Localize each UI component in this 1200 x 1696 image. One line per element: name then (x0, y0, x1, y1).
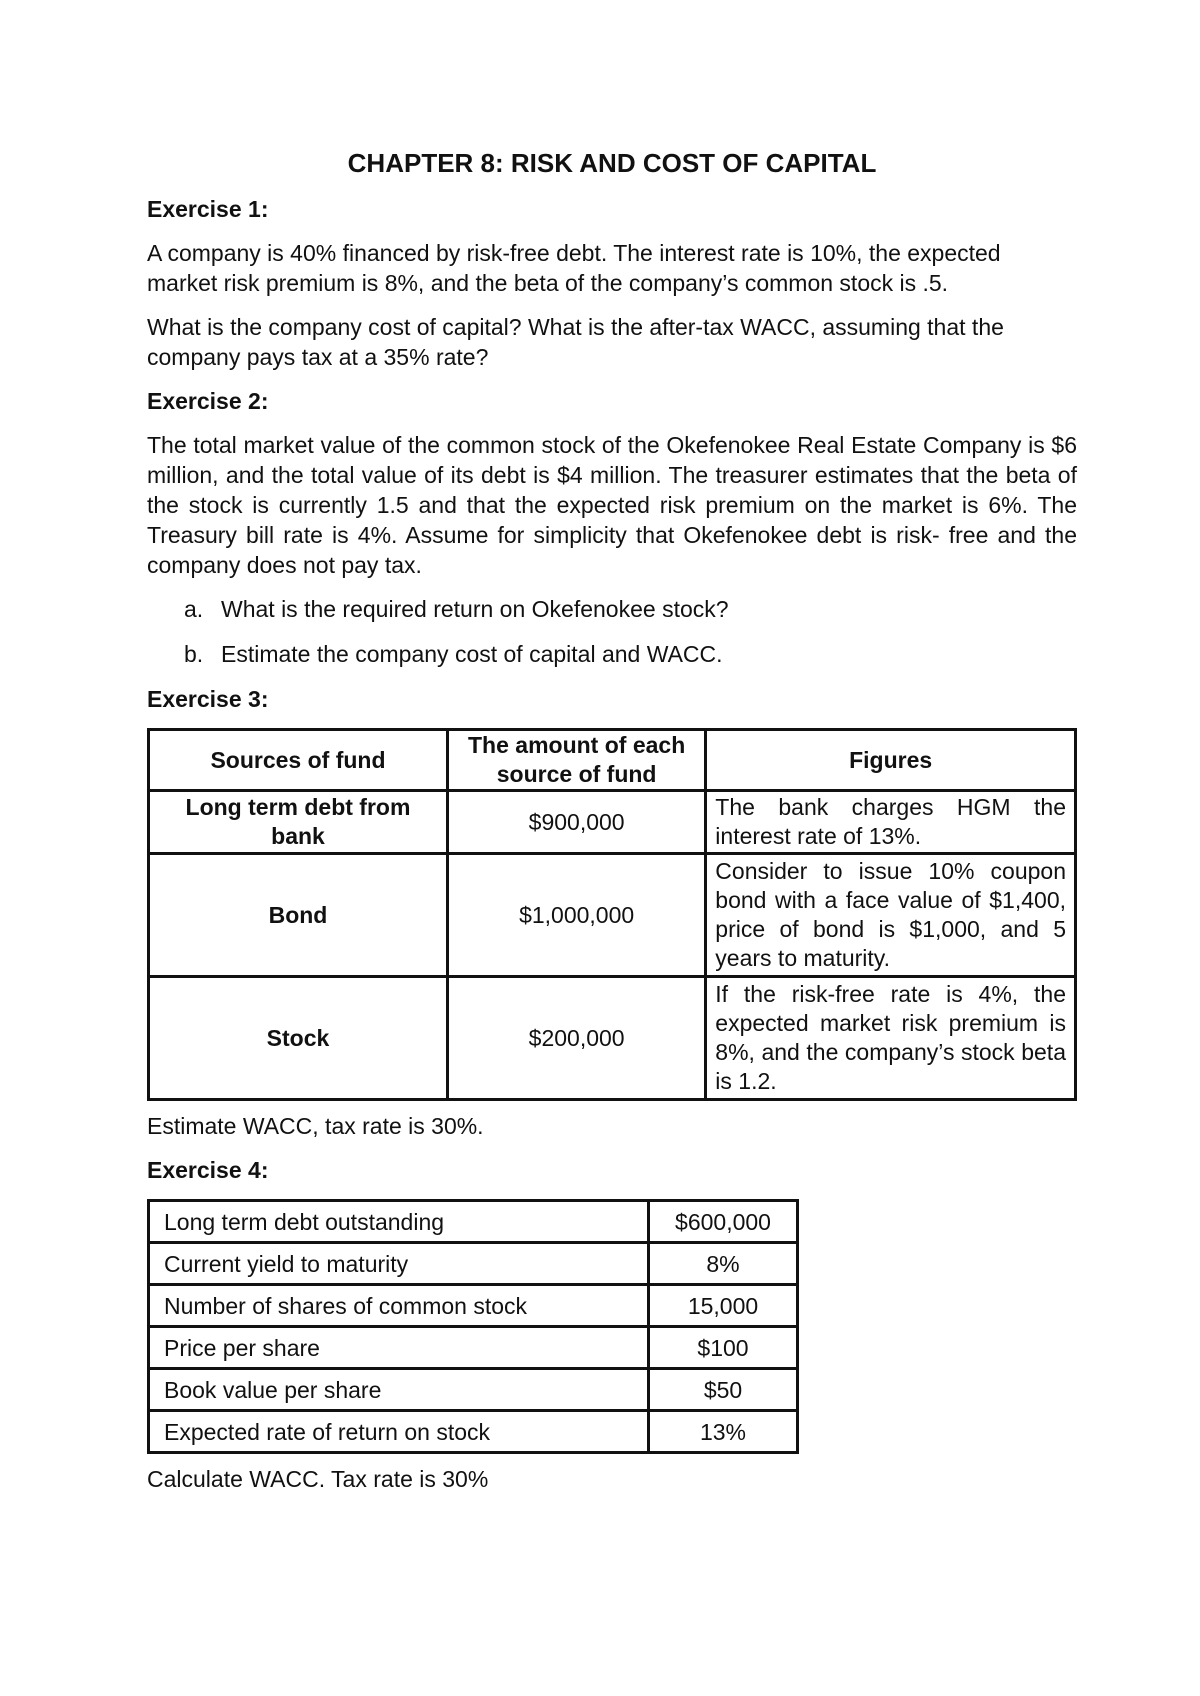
exercise-2-paragraph: The total market value of the common stock of the Okefenokee Real Estate Company is $6 million, and the total value of its debt is $4 million. The treasurer estimates that the beta of the stock is currently 1.5 and that the expected risk premium on the market is 6%. The Treasury bill rate is 4%. Assume for simplicity that Okefenokee debt is risk- free and the company does not pay tax. (147, 432, 1077, 578)
column-header: Sources of fund (149, 730, 448, 791)
amount-cell: $200,000 (447, 977, 705, 1100)
exercise-3-note: Estimate WACC, tax rate is 30%. (147, 1113, 484, 1139)
exercise-1-heading: Exercise 1: (147, 196, 269, 222)
value-cell: 8% (649, 1243, 798, 1285)
column-header: Figures (706, 730, 1076, 791)
source-cell: Bond (149, 854, 448, 977)
label-cell: Book value per share (149, 1369, 649, 1411)
source-cell: Long term debt from bank (149, 791, 448, 854)
chapter-title: CHAPTER 8: RISK AND COST OF CAPITAL (347, 148, 877, 178)
exercise-4-note: Calculate WACC. Tax rate is 30% (147, 1466, 489, 1492)
table-row (149, 1201, 798, 1243)
table-row (149, 791, 1076, 854)
label-cell: Current yield to maturity (149, 1243, 649, 1285)
exercise-2-heading: Exercise 2: (147, 388, 269, 414)
table-row (149, 1369, 798, 1411)
amount-cell: $900,000 (447, 791, 705, 854)
exercise-1-paragraph-1: A company is 40% financed by risk-free debt. The interest rate is 10%, the expected market risk premium is 8%, and the beta of the company’s common stock is .5. (147, 240, 1001, 296)
label-cell: Price per share (149, 1327, 649, 1369)
question-item (184, 639, 1077, 669)
source-cell: Stock (149, 977, 448, 1100)
question-marker: b. (184, 641, 204, 667)
value-cell: 15,000 (649, 1285, 798, 1327)
document-page (147, 140, 1077, 1508)
table-row (149, 1327, 798, 1369)
table-row (149, 854, 1076, 977)
label-cell: Expected rate of return on stock (149, 1411, 649, 1453)
figures-cell: If the risk-free rate is 4%, the expected market risk premium is 8%, and the company’s stock beta is 1.2. (706, 977, 1076, 1100)
question-text: Estimate the company cost of capital and WACC. (221, 641, 723, 667)
amount-cell: $1,000,000 (447, 854, 705, 977)
exercise-2-questions (147, 594, 1077, 669)
value-cell: $50 (649, 1369, 798, 1411)
question-item (184, 594, 1077, 624)
exercise-1-paragraph-2: What is the company cost of capital? What is the after-tax WACC, assuming that the company pays tax at a 35% rate? (147, 314, 1004, 370)
value-cell: 13% (649, 1411, 798, 1453)
exercise-4-heading: Exercise 4: (147, 1157, 269, 1183)
figures-cell: The bank charges HGM the interest rate of 13%. (706, 791, 1076, 854)
exercise-4-table (147, 1199, 799, 1454)
question-marker: a. (184, 596, 204, 622)
table-row (149, 1285, 798, 1327)
question-text: What is the required return on Okefenokee stock? (221, 596, 729, 622)
table-row (149, 1243, 798, 1285)
column-header: The amount of each source of fund (447, 730, 705, 791)
label-cell: Long term debt outstanding (149, 1201, 649, 1243)
table-row (149, 977, 1076, 1100)
value-cell: $600,000 (649, 1201, 798, 1243)
figures-cell: Consider to issue 10% coupon bond with a face value of $1,400, price of bond is $1,000, and 5 years to maturity. (706, 854, 1076, 977)
table-row (149, 1411, 798, 1453)
exercise-3-heading: Exercise 3: (147, 686, 269, 712)
value-cell: $100 (649, 1327, 798, 1369)
label-cell: Number of shares of common stock (149, 1285, 649, 1327)
table-header-row (149, 730, 1076, 791)
exercise-3-table (147, 728, 1077, 1101)
